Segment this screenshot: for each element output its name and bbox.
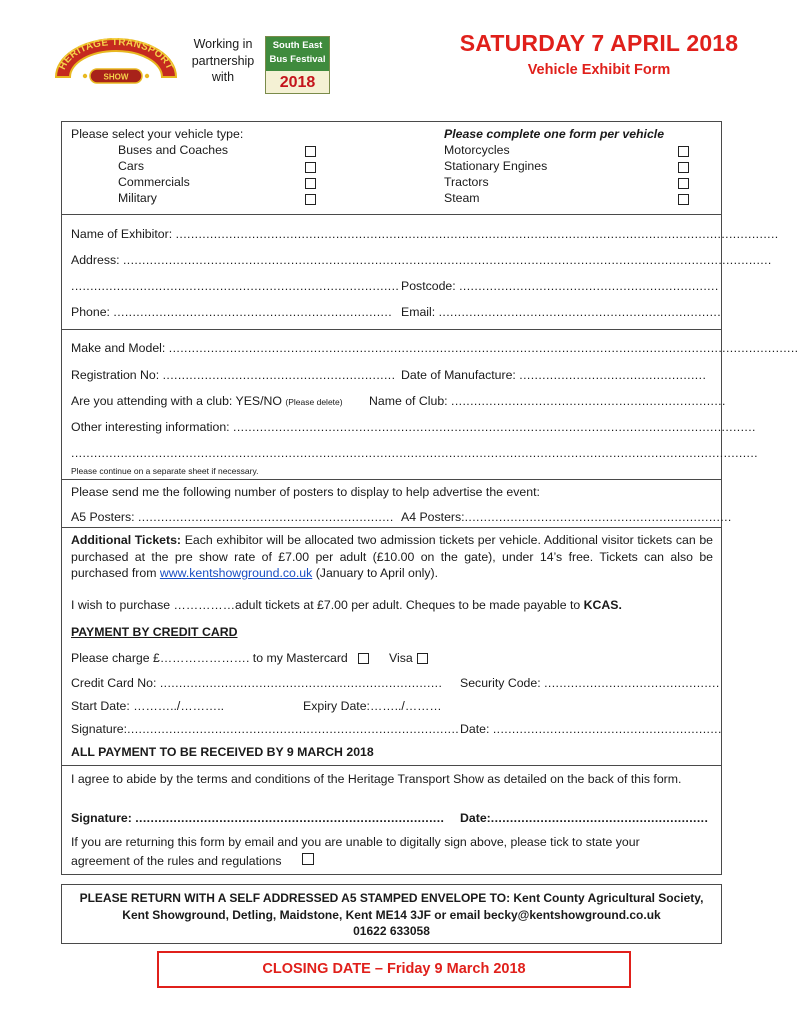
logo-top-text: HERITAGE TRANSPORT xyxy=(57,36,175,72)
phone-field[interactable]: Phone: ......................................................................... xyxy=(71,305,393,319)
a4-posters-field[interactable]: A4 Posters:...................................................................... xyxy=(401,510,732,524)
other-info-line-2-field[interactable]: .................................................................................................................................................................................... xyxy=(71,446,758,460)
option-buses-and-coaches: Buses and Coaches xyxy=(118,143,229,157)
email-field[interactable]: Email: .......................................................................... xyxy=(401,305,722,319)
divider xyxy=(61,329,722,330)
option-military: Military xyxy=(118,191,157,205)
checkbox-motorcycles[interactable] xyxy=(678,146,689,157)
checkbox-commercials[interactable] xyxy=(305,178,316,189)
option-steam: Steam xyxy=(444,191,480,205)
option-stationary-engines: Stationary Engines xyxy=(444,159,548,173)
closing-date-banner: CLOSING DATE – Friday 9 March 2018 xyxy=(157,951,631,988)
badge-line-2: Bus Festival xyxy=(269,54,326,65)
terms-agreement-text: I agree to abide by the terms and conditions of the Heritage Transport Show as detailed on the back of this form. xyxy=(71,772,682,786)
option-commercials: Commercials xyxy=(118,175,190,189)
posters-prompt: Please send me the following number of posters to display to help advertise the event: xyxy=(71,485,540,499)
registration-field[interactable]: Registration No: ............................................................. xyxy=(71,368,396,382)
one-form-note: Please complete one form per vehicle xyxy=(444,127,665,141)
email-agreement-line-2: agreement of the rules and regulations xyxy=(71,854,282,868)
card-signature-field[interactable]: Signature:....................................................................................... xyxy=(71,722,460,736)
agreement-date-label: Date: xyxy=(460,811,491,825)
checkbox-rules-agreement[interactable] xyxy=(302,853,314,865)
club-question xyxy=(71,394,343,410)
logo-bottom-text: SHOW xyxy=(103,72,129,82)
club-name-field[interactable]: Name of Club: ........................................................................ xyxy=(369,394,726,408)
card-number-label: Credit Card No: xyxy=(71,676,160,690)
phone-label: Phone: xyxy=(71,305,114,319)
partnership-text xyxy=(178,36,268,86)
payment-deadline: ALL PAYMENT TO BE RECEIVED BY 9 MARCH 2018 xyxy=(71,745,374,759)
make-model-label: Make and Model: xyxy=(71,341,169,355)
divider xyxy=(61,479,722,480)
checkbox-tractors[interactable] xyxy=(678,178,689,189)
vehicle-type-prompt: Please select your vehicle type: xyxy=(71,127,244,141)
visa-label: Visa xyxy=(389,651,413,665)
partner-line-2: partnership xyxy=(191,53,255,68)
heritage-transport-show-logo xyxy=(52,31,180,93)
partner-line-3: with xyxy=(211,70,235,84)
registration-label: Registration No: xyxy=(71,368,163,382)
other-info-field[interactable]: Other interesting information: ......................................................................................................................................... xyxy=(71,420,756,434)
charge-amount-field[interactable]: Please charge £…………………. to my Mastercard xyxy=(71,651,348,665)
checkbox-steam[interactable] xyxy=(678,194,689,205)
a5-posters-label: A5 Posters: xyxy=(71,510,138,524)
divider xyxy=(61,527,722,528)
page-subtitle: Vehicle Exhibit Form xyxy=(527,62,671,78)
ticket-purchase-line[interactable]: I wish to purchase ……………adult tickets at £7.00 per adult. Cheques to be made payable to KCAS. xyxy=(71,598,622,612)
checkbox-mastercard[interactable] xyxy=(358,653,369,664)
return-instructions xyxy=(61,884,722,944)
card-date-label: Date: xyxy=(460,722,493,736)
club-question-label: Are you attending with a club: YES/NO xyxy=(71,394,282,408)
email-agreement-line-1: If you are returning this form by email and you are unable to digitally sign above, please tick to state your xyxy=(71,835,640,849)
club-name-label: Name of Club: xyxy=(369,394,452,408)
option-tractors: Tractors xyxy=(444,175,489,189)
date-of-manufacture-field[interactable]: Date of Manufacture: ................................................. xyxy=(401,368,707,382)
payee-name: KCAS. xyxy=(583,598,622,612)
partner-line-1: Working in xyxy=(193,37,253,51)
email-label: Email: xyxy=(401,305,439,319)
a4-posters-label: A4 Posters: xyxy=(401,510,465,524)
expiry-date-field[interactable]: Expiry Date:……../……… xyxy=(303,699,442,713)
agreement-signature-label: Signature: xyxy=(71,811,136,825)
address-field[interactable]: Address: .......................................................................................................................................................................... xyxy=(71,253,772,267)
please-delete-note: (Please delete) xyxy=(285,397,343,407)
page-title: SATURDAY 7 APRIL 2018 xyxy=(459,30,739,56)
agreement-signature-field[interactable]: Signature: ................................................................................. xyxy=(71,811,445,825)
address-label: Address: xyxy=(71,253,123,267)
divider xyxy=(61,214,722,215)
badge-year: 2018 xyxy=(279,74,316,91)
continue-note: Please continue on a separate sheet if necessary. xyxy=(71,466,259,476)
address-line-2-field[interactable]: ...................................................................................... xyxy=(71,279,400,293)
option-cars: Cars xyxy=(118,159,144,173)
badge-line-1: South East xyxy=(272,40,323,51)
return-phone: 01622 633058 xyxy=(353,924,430,938)
card-signature-label: Signature: xyxy=(71,722,128,736)
additional-tickets-paragraph: Additional Tickets: Each exhibitor will be allocated two admission tickets per vehicle. Additional visitor tickets can be purchased at the pre show rate of £7.00 per adult (£10.00 on the gate), under 14’s free. Tickets can also be purchased from www.kentshowground.co.uk (January to April only). xyxy=(71,533,714,580)
checkbox-visa[interactable] xyxy=(417,653,428,664)
other-info-label: Other interesting information: xyxy=(71,420,233,434)
option-motorcycles: Motorcycles xyxy=(444,143,510,157)
make-model-field[interactable]: Make and Model: ..................................................................................................................................................................... xyxy=(71,341,798,355)
exhibitor-name-label: Name of Exhibitor: xyxy=(71,227,176,241)
postcode-label: Postcode: xyxy=(401,279,460,293)
security-code-label: Security Code: xyxy=(460,676,545,690)
checkbox-military[interactable] xyxy=(305,194,316,205)
return-line-2: Kent Showground, Detling, Maidstone, Kent ME14 3JF or email becky@kentshowground.co.uk xyxy=(122,907,661,922)
additional-tickets-heading: Additional Tickets: xyxy=(71,533,182,547)
postcode-field[interactable]: Postcode: .................................................................... xyxy=(401,279,719,293)
payment-heading: PAYMENT BY CREDIT CARD xyxy=(71,625,238,639)
return-line-1: PLEASE RETURN WITH A SELF ADDRESSED A5 STAMPED ENVELOPE TO: Kent County Agricultural Society, xyxy=(79,891,704,905)
divider xyxy=(61,765,722,766)
agreement-date-field[interactable]: Date:......................................................... xyxy=(460,811,709,825)
start-date-field[interactable]: Start Date: ………../……….. xyxy=(71,699,225,713)
card-number-field[interactable]: Credit Card No: .......................................................................... xyxy=(71,676,443,690)
checkbox-buses-and-coaches[interactable] xyxy=(305,146,316,157)
exhibitor-name-field[interactable]: Name of Exhibitor: .............................................................................................................................................................. xyxy=(71,227,779,241)
security-code-field[interactable]: Security Code: .............................................. xyxy=(460,676,720,690)
checkbox-cars[interactable] xyxy=(305,162,316,173)
kentshowground-link[interactable]: www.kentshowground.co.uk xyxy=(159,566,313,580)
date-of-manufacture-label: Date of Manufacture: xyxy=(401,368,520,382)
checkbox-stationary-engines[interactable] xyxy=(678,162,689,173)
a5-posters-field[interactable]: A5 Posters: ................................................................... xyxy=(71,510,394,524)
bus-festival-logo xyxy=(265,36,330,94)
card-date-field[interactable]: Date: ............................................................ xyxy=(460,722,722,736)
